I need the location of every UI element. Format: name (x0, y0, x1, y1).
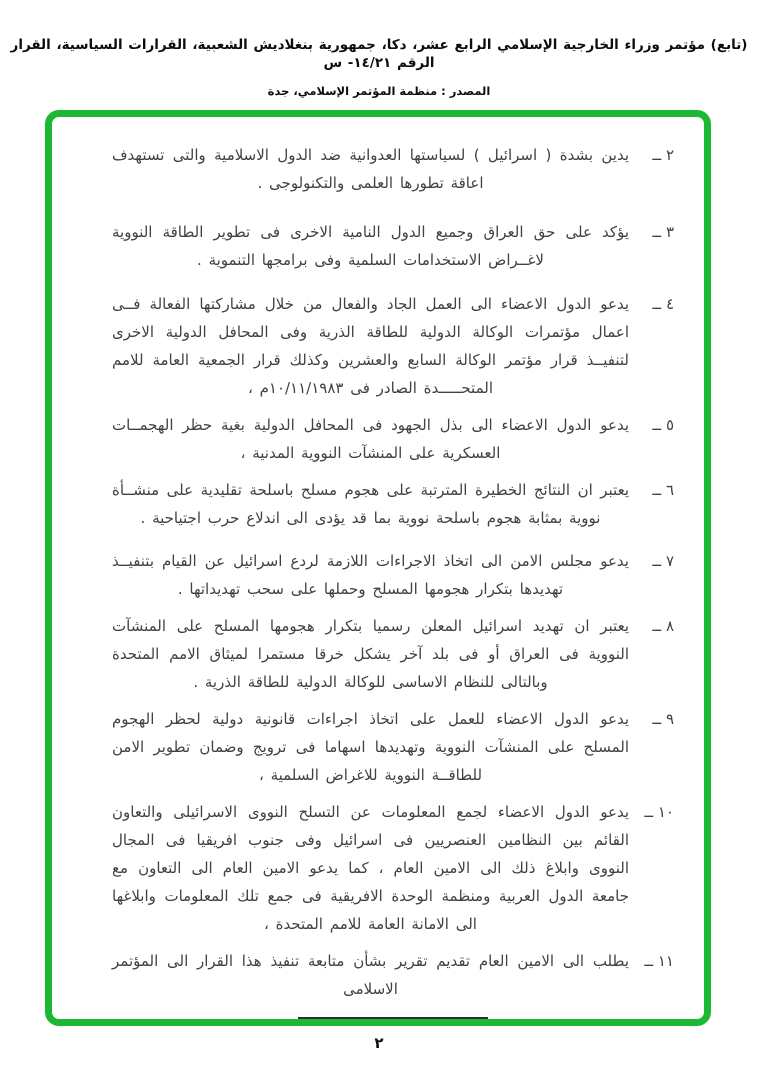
header-title: (تابع) مؤتمر وزراء الخارجية الإسلامي الرابع عشر، دكا، جمهورية بنغلاديش الشعبية، القرارات السياسية، القرار الرقم ١٤/٢١- س (10, 37, 748, 71)
item-number: ٥ ــ (652, 416, 674, 434)
resolution-item (112, 612, 674, 696)
resolution-item (112, 218, 674, 274)
item-text: يطلب الى الامين العام تقديم تقرير بشأن متابعة تنفيذ هذا القرار الى المؤتمر الاسلامى (112, 952, 629, 998)
item-text: يدعو الدول الاعضاء الى العمل الجاد والفعال من خلال مشاركتها الفعالة فــى اعمال مؤتمرات الوكالة الدولية للطاقة الذرية وفى المحافل الدولية الاخرى لتنفيــذ قرار مؤتمر الوكالة السابع والعشرين وكذلك قرار الجمعية العامة للامم المتحـــــدة الصادر فى ١٠/١١/١٩٨٣م ، (112, 295, 629, 397)
item-number: ٨ ــ (652, 617, 674, 635)
resolution-item (112, 141, 674, 197)
item-number: ٧ ــ (652, 552, 674, 570)
item-text: يعتبر ان تهديد اسرائيل المعلن رسميا بتكرار هجومها المسلح على المنشآت النووية فى العراق أو فى بلد آخر يشكل خرقا مستمرا لميثاق الامم المتحدة وبالتالى للنظام الاساسى للوكالة الدولية للطاقة الذرية . (112, 617, 629, 691)
header-source-line: المصدر : منظمة المؤتمر الإسلامي، جدة (267, 84, 491, 98)
resolution-item (112, 547, 674, 603)
item-text: يدعو الدول الاعضاء الى بذل الجهود فى المحافل الدولية بغية حظر الهجمــات العسكرية على المنشآت النووية المدنية ، (112, 416, 629, 462)
item-number: ٩ ــ (652, 710, 674, 728)
item-text: يدعو الدول الاعضاء لجمع المعلومات عن التسلح النووى الاسرائيلى والتعاون القائم بين النظامين العنصريين فى اسرائيل وفى جنوب افريقيا فى المجال النووى وابلاغ ذلك الى الامين العام ، كما يدعو الامين العام الى التعاون مع جامعة الدول العربية ومنظمة الوحدة الافريقية فى جمع تلك المعلومات وابلاغها الى الامانة العامة للامم المتحدة ، (112, 803, 629, 933)
resolution-item (112, 947, 674, 1003)
item-text: يدعو مجلس الامن الى اتخاذ الاجراءات اللازمة لردع اسرائيل عن القيام بتنفيــذ تهديدها بتكرار هجومها المسلح وحملها على سحب تهديداتها . (112, 552, 629, 598)
item-number: ٤ ــ (652, 295, 674, 313)
page-number: ٢ (374, 1034, 384, 1052)
resolution-item (112, 411, 674, 467)
item-number: ٢ ــ (652, 146, 674, 164)
item-text: يعتبر ان النتائج الخطيرة المترتبة على هجوم مسلح باسلحة تقليدية على منشــأة نووية بمثابة هجوم باسلحة نووية بما قد يؤدى الى اندلاع حرب اجتياحية . (112, 481, 629, 527)
document-header (0, 36, 758, 98)
resolution-item (112, 798, 674, 938)
end-divider-line (298, 1017, 488, 1019)
green-border-frame (45, 110, 711, 1026)
resolution-item (112, 476, 674, 532)
item-text: يدين بشدة ( اسرائيل ) لسياستها العدوانية ضد الدول الاسلامية والتى تستهدف اعاقة تطورها العلمى والتكنولوجى . (112, 146, 629, 192)
item-number: ١٠ ــ (644, 803, 674, 821)
item-text: يدعو الدول الاعضاء للعمل على اتخاذ اجراءات قانونية دولية لحظر الهجوم المسلح على المنشآت النووية وتهديدها اسهاما فى ترويج وضمان تطوير الامن للطاقــة النووية للاغراض السلمية ، (112, 710, 629, 784)
resolution-item (112, 705, 674, 789)
item-number: ٣ ــ (652, 223, 674, 241)
item-number: ٦ ــ (652, 481, 674, 499)
resolution-items (112, 141, 674, 1009)
resolution-item (112, 290, 674, 402)
item-text: يؤكد على حق العراق وجميع الدول النامية الاخرى فى تطوير الطاقة النووية لاغــراض الاستخدامات السلمية وفى برامجها التنموية . (112, 223, 629, 269)
item-number: ١١ ــ (644, 952, 674, 970)
